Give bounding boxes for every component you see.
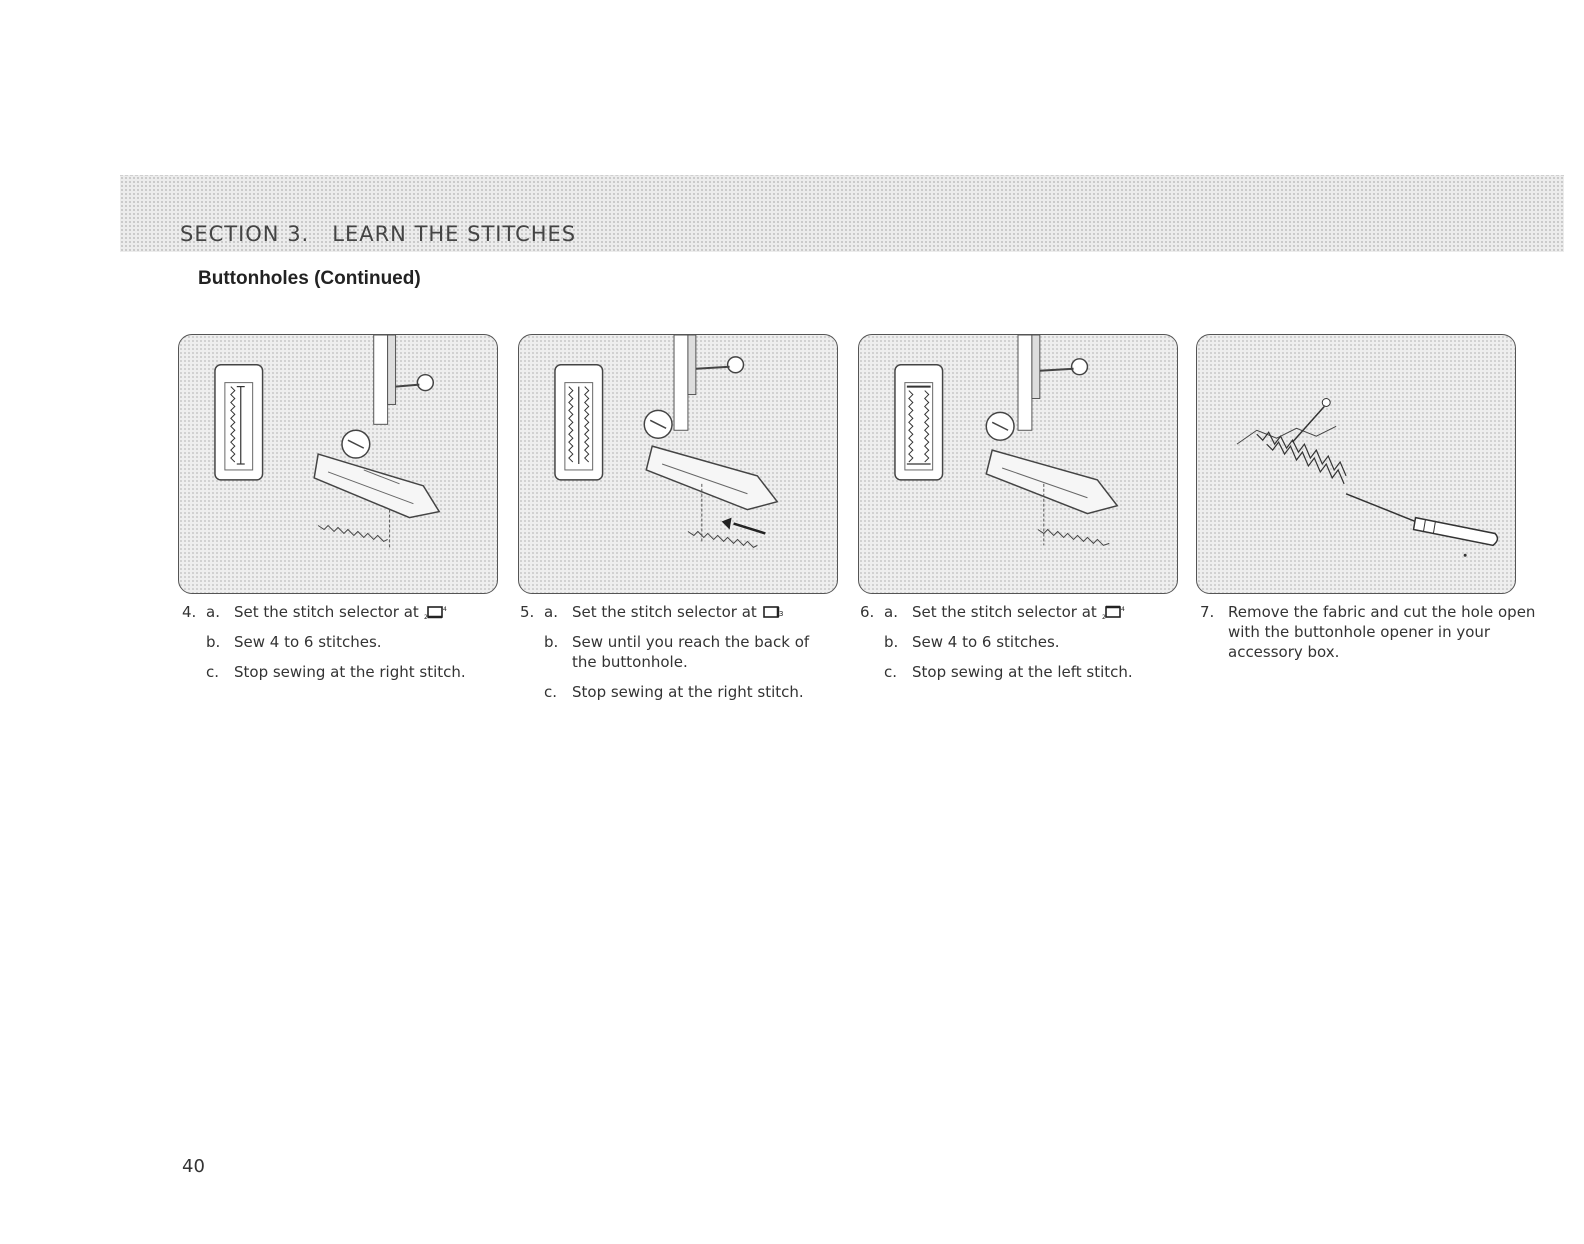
svg-text:2: 2 (423, 614, 428, 621)
step-4b (182, 632, 512, 652)
illustration-step-4 (178, 334, 498, 594)
step-number: 7. (1200, 603, 1215, 621)
page-number: 40 (182, 1156, 205, 1177)
step-6b (860, 632, 1190, 652)
step-5c (520, 682, 838, 702)
step-number: 5. (520, 603, 535, 621)
stitch-selector-position-4-icon (1102, 605, 1124, 619)
step-text: Stop sewing at the right stitch. (572, 683, 804, 701)
step-6a (860, 602, 1190, 622)
step-6-instructions (860, 602, 1190, 692)
step-text: Sew 4 to 6 stitches. (912, 633, 1060, 651)
step-5-instructions (520, 602, 838, 712)
step-text: Stop sewing at the left stitch. (912, 663, 1133, 681)
step-6c (860, 662, 1190, 682)
step-text: Set the stitch selector at (912, 603, 1097, 621)
step-letter: b. (206, 633, 221, 651)
step-letter: c. (544, 683, 558, 701)
step-text: Set the stitch selector at (572, 603, 757, 621)
stitch-selector-position-4-icon (424, 605, 446, 619)
step-text: Sew 4 to 6 stitches. (234, 633, 382, 651)
step-4c (182, 662, 512, 682)
illustration-step-7 (1196, 334, 1516, 594)
step-number: 6. (860, 603, 875, 621)
step-7-instructions (1200, 602, 1546, 662)
svg-text:4: 4 (442, 606, 447, 613)
page-heading: Buttonholes (Continued) (198, 268, 421, 289)
step-text: Set the stitch selector at (234, 603, 419, 621)
step-letter: c. (206, 663, 220, 681)
step-text: Stop sewing at the right stitch. (234, 663, 466, 681)
step-4-instructions (182, 602, 512, 692)
step-letter: a. (544, 603, 558, 621)
step-letter: c. (884, 663, 898, 681)
step-text: Sew until you reach the back of the buttonhole. (572, 633, 810, 671)
step-letter: a. (884, 603, 898, 621)
step-letter: a. (206, 603, 220, 621)
stitch-selector-position-3-icon (762, 605, 784, 619)
step-5a (520, 602, 838, 622)
illustration-step-5 (518, 334, 838, 594)
step-5b (520, 632, 838, 672)
svg-text:3: 3 (778, 610, 784, 618)
svg-text:4: 4 (1120, 606, 1125, 613)
section-title: SECTION 3. LEARN THE STITCHES (180, 222, 577, 246)
step-text: Remove the fabric and cut the hole open with the buttonhole opener in your accessory box. (1228, 603, 1536, 661)
step-number: 4. (182, 603, 197, 621)
step-letter: b. (884, 633, 899, 651)
illustration-step-6 (858, 334, 1178, 594)
step-letter: b. (544, 633, 559, 651)
svg-text:2: 2 (1101, 614, 1106, 621)
step-4a (182, 602, 512, 622)
